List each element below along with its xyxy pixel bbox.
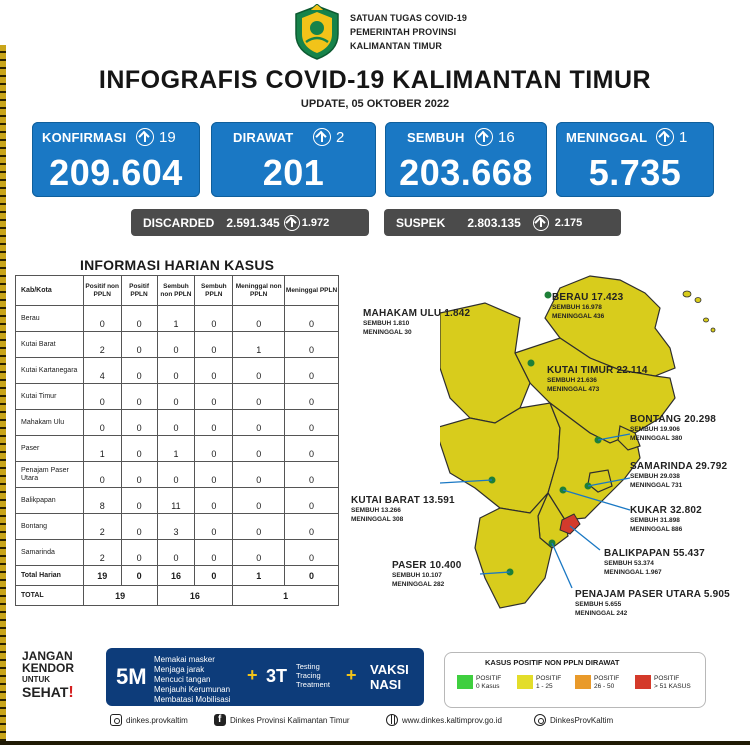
table-row: [16, 462, 339, 488]
map-label-value: 29.792: [695, 461, 728, 472]
table-row: [16, 514, 339, 540]
map-label-value: 5.905: [703, 589, 730, 600]
map-label-name: PASER: [392, 560, 427, 571]
total-cell: 16: [157, 586, 233, 606]
map-label-berau: [552, 292, 623, 321]
legend-item: [575, 675, 619, 691]
arrow-up-icon: [136, 128, 154, 146]
kab-kota-cell: Kutai Timur: [16, 384, 84, 410]
value-cell: 0: [83, 384, 121, 410]
map-label-meninggal: MENINGGAL 380: [630, 435, 683, 442]
5m-item: Membatasi Mobilisasi: [154, 695, 231, 704]
value-cell: 0: [83, 410, 121, 436]
map-label-sembuh: SEMBUH 13.266: [351, 507, 401, 514]
map-label-name: BONTANG: [630, 414, 682, 425]
map-label-meninggal: MENINGGAL 282: [392, 581, 445, 588]
suspek-increase: 2.175: [554, 216, 583, 229]
value-cell: 0: [285, 384, 339, 410]
map-label-value: 1.842: [444, 308, 471, 319]
5m-item: Menjaga jarak: [154, 665, 205, 674]
plus-sign: +: [247, 665, 258, 685]
3t-item: Testing: [296, 662, 320, 671]
agency-line-1: SATUAN TUGAS COVID-19: [350, 13, 467, 23]
health-protocol-banner: [106, 648, 424, 706]
value-cell: 0: [285, 540, 339, 566]
twitter-link[interactable]: [534, 714, 613, 726]
map-label-value: 55.437: [673, 548, 705, 559]
value-cell: 0: [285, 306, 339, 332]
discarded-increase: 1.972: [301, 216, 330, 229]
value-cell: 0: [285, 436, 339, 462]
stat-label: KONFIRMASI: [42, 130, 127, 145]
daily-cases-table: [15, 275, 339, 606]
stat-card-sembuh: [385, 122, 547, 197]
map-label-value: 10.400: [429, 560, 462, 571]
value-cell: 0: [121, 332, 157, 358]
value-cell: 0: [121, 488, 157, 514]
value-cell: 0: [195, 462, 233, 488]
column-header: Sembuh non PPLN: [157, 276, 195, 306]
legend-swatch: [457, 675, 473, 689]
map-island: [711, 328, 715, 332]
stat-card-konfirmasi: [32, 122, 200, 197]
twitter-icon: [534, 714, 546, 726]
legend-label: POSITIF: [594, 675, 620, 682]
kab-kota-cell: Mahakam Ulu: [16, 410, 84, 436]
3t-list: [296, 662, 330, 689]
instagram-handle: dinkes.provkaltim: [126, 715, 188, 725]
facebook-icon: [214, 714, 226, 726]
legend-title: KASUS POSITIF NON PPLN DIRAWAT: [485, 658, 620, 667]
instagram-link[interactable]: [110, 714, 188, 726]
stat-increase-value: 19: [159, 128, 176, 146]
value-cell: 0: [195, 306, 233, 332]
legend-item: [517, 675, 561, 691]
map-label-samarinda: [630, 461, 727, 490]
page-title: INFOGRAFIS COVID-19 KALIMANTAN TIMUR: [98, 66, 652, 94]
value-cell: 0: [121, 540, 157, 566]
value-cell: 0: [121, 410, 157, 436]
5m-item: Menjauhi Kerumunan: [154, 685, 231, 694]
kab-kota-cell: Kutai Kartanegara: [16, 358, 84, 384]
website-link[interactable]: [386, 714, 502, 726]
vaksinasi-line-2: NASI: [370, 677, 402, 692]
value-cell: 0: [233, 514, 285, 540]
legend-swatch: [517, 675, 533, 689]
value-cell: 0: [157, 462, 195, 488]
update-date: UPDATE, 05 OKTOBER 2022: [300, 98, 450, 110]
stat-card-meninggal: [556, 122, 714, 197]
total-harian-label: Total Harian: [16, 566, 84, 586]
table-row: [16, 306, 339, 332]
value-cell: 0: [233, 436, 285, 462]
value-cell: 0: [157, 332, 195, 358]
legend-range: 0 Kasus: [476, 683, 500, 690]
value-cell: 2: [83, 332, 121, 358]
table-header-row: [16, 276, 339, 306]
value-cell: 2: [83, 514, 121, 540]
table-row: [16, 540, 339, 566]
value-cell: 0: [121, 384, 157, 410]
map-label-sembuh: SEMBUH 5.655: [575, 601, 622, 608]
map-label-name: BALIKPAPAN: [604, 548, 671, 559]
5m-heading: 5M: [116, 664, 147, 689]
3t-item: Treatment: [296, 680, 330, 689]
table-row: [16, 436, 339, 462]
value-cell: 0: [195, 540, 233, 566]
total-harian-cell: 0: [195, 566, 233, 586]
value-cell: 0: [157, 410, 195, 436]
value-cell: 0: [285, 462, 339, 488]
value-cell: 3: [157, 514, 195, 540]
arrow-up-icon: [313, 128, 331, 146]
stat-label: SEMBUH: [407, 130, 465, 145]
value-cell: 0: [121, 358, 157, 384]
stat-value: 209.604: [49, 152, 183, 193]
map-label-mahakam-ulu: [363, 308, 470, 337]
value-cell: 1: [233, 332, 285, 358]
map-island: [683, 291, 691, 297]
value-cell: 0: [195, 436, 233, 462]
value-cell: 0: [195, 410, 233, 436]
total-harian-cell: 16: [157, 566, 195, 586]
5m-item: Memakai masker: [154, 655, 215, 664]
kab-kota-cell: Bontang: [16, 514, 84, 540]
map-dot-berau: [545, 292, 552, 299]
value-cell: 0: [157, 540, 195, 566]
map-label-value: 22.114: [616, 365, 648, 376]
value-cell: 0: [233, 358, 285, 384]
legend-item: [635, 675, 691, 691]
table-row: [16, 332, 339, 358]
value-cell: 1: [83, 436, 121, 462]
map-label-meninggal: MENINGGAL 1.967: [604, 569, 662, 576]
table-row: [16, 410, 339, 436]
map-label-sembuh: SEMBUH 29.038: [630, 473, 680, 480]
stat-increase: [136, 128, 176, 146]
column-header: Sembuh PPLN: [195, 276, 233, 306]
map-label-bontang: [630, 414, 716, 443]
discarded-label: DISCARDED: [143, 215, 215, 230]
vaksinasi: [370, 662, 409, 692]
column-header: Meninggal PPLN: [285, 276, 339, 306]
legend-swatch: [635, 675, 651, 689]
map-pointer-ppu: [552, 543, 572, 588]
total-harian-cell: 1: [233, 566, 285, 586]
value-cell: 0: [195, 332, 233, 358]
kab-kota-cell: Penajam Paser Utara: [16, 462, 84, 488]
value-cell: 0: [285, 410, 339, 436]
agency-name: [350, 11, 467, 53]
stat-label: MENINGGAL: [566, 130, 648, 145]
legend-range: 1 - 25: [536, 683, 553, 690]
map-island: [704, 318, 709, 322]
map-label-sembuh: SEMBUH 19.906: [630, 426, 680, 433]
map-label-name: SAMARINDA: [630, 461, 693, 472]
website-url: www.dinkes.kaltimprov.go.id: [402, 715, 502, 725]
map-label-name: KUTAI TIMUR: [547, 365, 614, 376]
map-label-meninggal: MENINGGAL 436: [552, 313, 605, 320]
suspek-value: 2.803.135: [467, 215, 521, 230]
facebook-handle: Dinkes Provinsi Kalimantan Timur: [230, 715, 350, 725]
legend-range: 26 - 50: [594, 683, 615, 690]
map-label-name: PENAJAM PASER UTARA: [575, 589, 701, 600]
map-label-sembuh: SEMBUH 10.107: [392, 572, 442, 579]
total-harian-cell: 0: [285, 566, 339, 586]
arrow-up-icon: [533, 215, 549, 231]
kab-kota-cell: Balikpapan: [16, 488, 84, 514]
kab-kota-cell: Paser: [16, 436, 84, 462]
value-cell: 0: [121, 514, 157, 540]
column-header: Positif PPLN: [121, 276, 157, 306]
map-legend: [444, 652, 706, 708]
value-cell: 0: [233, 306, 285, 332]
value-cell: 4: [83, 358, 121, 384]
value-cell: 0: [195, 488, 233, 514]
map-label-name: BERAU: [552, 292, 589, 303]
kab-kota-cell: Kutai Barat: [16, 332, 84, 358]
table-row: [16, 358, 339, 384]
total-harian-row: [16, 566, 339, 586]
value-cell: 0: [157, 384, 195, 410]
total-row: [16, 586, 339, 606]
value-cell: 0: [195, 384, 233, 410]
column-header: Positif non PPLN: [83, 276, 121, 306]
legend-label: POSITIF: [536, 675, 562, 682]
map-label-value: 17.423: [591, 292, 624, 303]
table-row: [16, 488, 339, 514]
legend-swatch: [575, 675, 591, 689]
value-cell: 0: [285, 358, 339, 384]
stat-increase-value: 1: [679, 128, 688, 146]
value-cell: 0: [233, 384, 285, 410]
map-label-name: MAHAKAM ULU: [363, 308, 442, 319]
map-label-sembuh: SEMBUH 1.810: [363, 320, 410, 327]
map-label-balikpapan: [604, 548, 705, 577]
agency-line-2: PEMERINTAH PROVINSI: [350, 27, 457, 37]
value-cell: 0: [157, 358, 195, 384]
stat-increase: [656, 128, 687, 146]
column-header: Kab/Kota: [16, 276, 84, 306]
social-footer: [106, 711, 706, 729]
map-label-paser: [392, 560, 462, 589]
stat-label: DIRAWAT: [233, 130, 294, 145]
value-cell: 0: [195, 358, 233, 384]
stat-value: 201: [262, 152, 325, 193]
value-cell: 0: [83, 462, 121, 488]
map-label-sembuh: SEMBUH 21.636: [547, 377, 597, 384]
map-label-value: 13.591: [423, 495, 455, 506]
value-cell: 0: [285, 514, 339, 540]
legend-range: > 51 KASUS: [654, 683, 691, 690]
value-cell: 0: [121, 436, 157, 462]
value-cell: 2: [83, 540, 121, 566]
value-cell: 11: [157, 488, 195, 514]
stat-value: 203.668: [399, 152, 533, 193]
vaksinasi-line-1: VAKSI: [370, 662, 409, 677]
map-label-value: 32.802: [670, 505, 702, 516]
5m-item: Mencuci tangan: [154, 675, 211, 684]
east-kalimantan-emblem-logo: [292, 4, 342, 60]
bottom-frame: [0, 741, 750, 745]
value-cell: 0: [195, 514, 233, 540]
value-cell: 0: [121, 306, 157, 332]
table-row: [16, 384, 339, 410]
slogan-line-4: SEHAT: [22, 684, 69, 700]
map-label-sembuh: SEMBUH 31.898: [630, 517, 680, 524]
map-label-meninggal: MENINGGAL 242: [575, 610, 628, 617]
left-decorative-stripe: [0, 45, 6, 745]
value-cell: 0: [285, 332, 339, 358]
instagram-icon: [110, 714, 122, 726]
value-cell: 1: [157, 436, 195, 462]
map-pointer-balikpapan: [570, 526, 600, 550]
discarded-value: 2.591.345: [226, 215, 280, 230]
map-label-meninggal: MENINGGAL 731: [630, 482, 683, 489]
stat-increase-value: 16: [498, 128, 515, 146]
total-label: TOTAL: [16, 586, 84, 606]
slogan: [22, 650, 74, 699]
arrow-up-icon: [475, 128, 493, 146]
value-cell: 0: [83, 306, 121, 332]
total-harian-cell: 19: [83, 566, 121, 586]
map-label-penajam-paser-utara: [575, 589, 730, 618]
arrow-up-icon: [656, 128, 674, 146]
map-label-meninggal: MENINGGAL 886: [630, 526, 683, 533]
3t-heading: 3T: [266, 666, 288, 686]
stat-card-dirawat: [211, 122, 376, 197]
map-region-paser: [475, 493, 552, 608]
facebook-link[interactable]: [214, 714, 350, 726]
discarded-pill: [131, 209, 369, 236]
suspek-label: SUSPEK: [396, 215, 446, 230]
map-label-meninggal: MENINGGAL 308: [351, 516, 404, 523]
map-island: [695, 298, 701, 303]
legend-label: POSITIF: [654, 675, 680, 682]
kab-kota-cell: Samarinda: [16, 540, 84, 566]
plus-sign: +: [346, 665, 357, 685]
slogan-line-2: KENDOR: [22, 661, 75, 675]
map-label-sembuh: SEMBUH 53.374: [604, 560, 654, 567]
value-cell: 0: [233, 488, 285, 514]
table-title: INFORMASI HARIAN KASUS: [80, 257, 275, 273]
value-cell: 0: [233, 410, 285, 436]
3t-item: Tracing: [296, 671, 321, 680]
total-cell: 1: [233, 586, 339, 606]
map-label-kukar: [630, 505, 702, 534]
value-cell: 0: [121, 462, 157, 488]
map-label-meninggal: MENINGGAL 30: [363, 329, 412, 336]
map-label-name: KUTAI BARAT: [351, 495, 421, 506]
map-label-value: 20.298: [684, 414, 716, 425]
map-dot-kutai-timur: [528, 360, 535, 367]
suspek-pill: [384, 209, 621, 236]
value-cell: 0: [233, 540, 285, 566]
map-region-kutai-barat: [440, 403, 560, 513]
total-harian-cell: 0: [121, 566, 157, 586]
arrow-up-icon: [284, 215, 300, 231]
slogan-exclamation: !: [68, 684, 74, 701]
slogan-line-3: UNTUK: [22, 675, 50, 684]
twitter-handle: DinkesProvKaltim: [550, 715, 614, 725]
value-cell: 1: [157, 306, 195, 332]
legend-label: POSITIF: [476, 675, 502, 682]
5m-list: [154, 655, 230, 705]
agency-line-3: KALIMANTAN TIMUR: [350, 41, 442, 51]
map-label-sembuh: SEMBUH 16.978: [552, 304, 602, 311]
value-cell: 0: [285, 488, 339, 514]
map-label-name: KUKAR: [630, 505, 668, 516]
slogan-line-1: JANGAN: [22, 649, 73, 663]
stat-increase: [475, 128, 515, 146]
legend-item: [457, 675, 501, 691]
map-label-meninggal: MENINGGAL 473: [547, 386, 600, 393]
stat-increase: [313, 128, 344, 146]
value-cell: 0: [233, 462, 285, 488]
column-header: Meninggal non PPLN: [233, 276, 285, 306]
value-cell: 8: [83, 488, 121, 514]
map-label-kutai-timur: [547, 365, 648, 394]
kab-kota-cell: Berau: [16, 306, 84, 332]
globe-icon: [386, 714, 398, 726]
map-label-kutai-barat: [351, 495, 455, 524]
stat-value: 5.735: [588, 152, 682, 193]
total-cell: 19: [83, 586, 157, 606]
stat-increase-value: 2: [336, 128, 345, 146]
